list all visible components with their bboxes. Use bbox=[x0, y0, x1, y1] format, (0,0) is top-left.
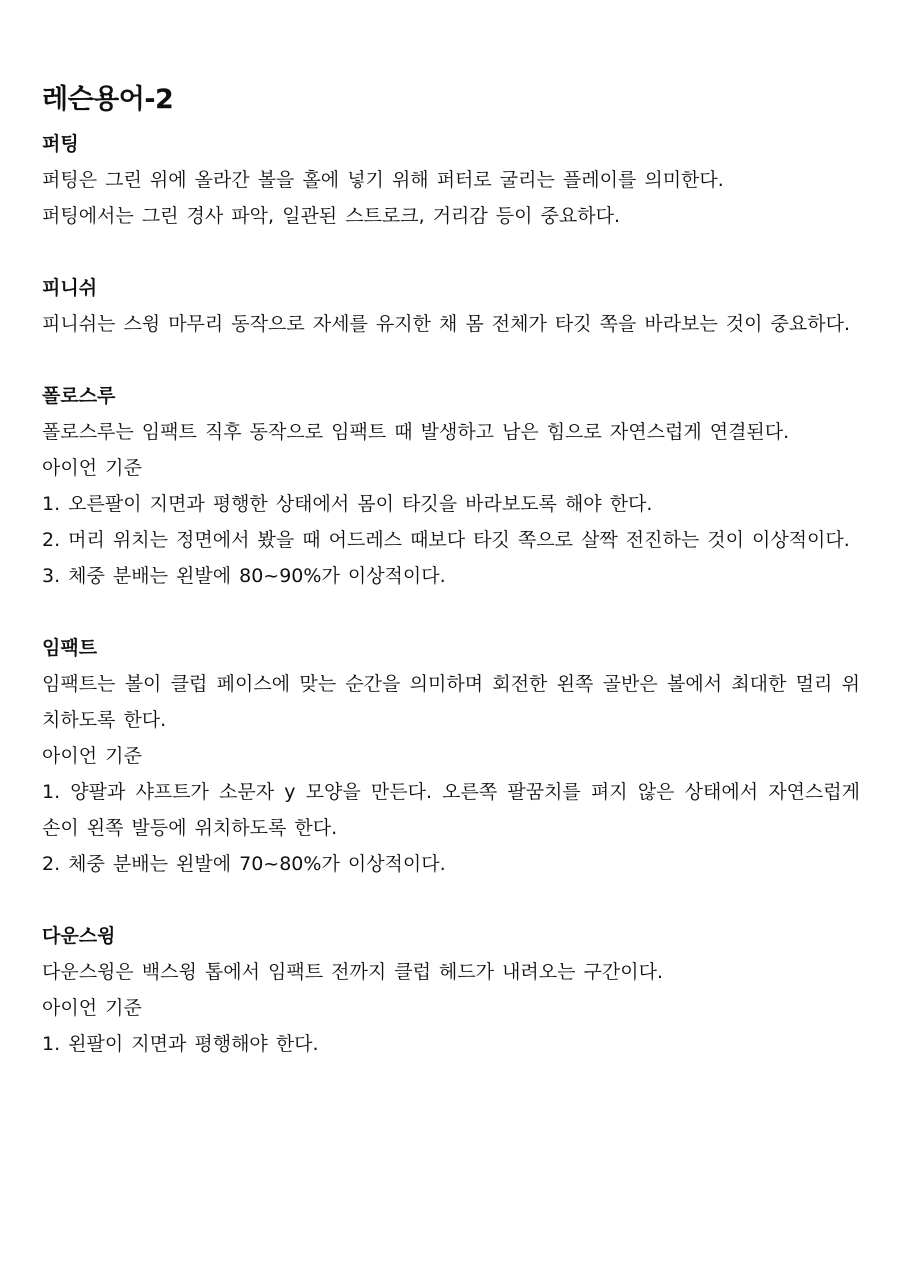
section-finish bbox=[42, 270, 860, 342]
section-heading: 폴로스루 bbox=[42, 385, 116, 407]
paragraph: 1. 오른팔이 지면과 평행한 상태에서 몸이 타깃을 바라보도록 해야 한다. bbox=[42, 493, 653, 515]
section-downswing bbox=[42, 918, 860, 1062]
paragraph: 아이언 기준 bbox=[42, 997, 142, 1019]
section-heading: 피니쉬 bbox=[42, 277, 98, 299]
section-impact bbox=[42, 630, 860, 882]
paragraph: 피니쉬는 스윙 마무리 동작으로 자세를 유지한 채 몸 전체가 타깃 쪽을 바라보는 것이 중요하다. bbox=[42, 313, 851, 335]
section-putting bbox=[42, 126, 860, 234]
section-follow-through bbox=[42, 378, 860, 594]
section-heading: 다운스윙 bbox=[42, 925, 116, 947]
section-heading: 퍼팅 bbox=[42, 133, 79, 155]
paragraph: 2. 머리 위치는 정면에서 봤을 때 어드레스 때보다 타깃 쪽으로 살짝 전진하는 것이 이상적이다. bbox=[42, 529, 850, 551]
section-heading: 임팩트 bbox=[42, 637, 98, 659]
paragraph: 아이언 기준 bbox=[42, 457, 142, 479]
paragraph: 폴로스루는 임팩트 직후 동작으로 임팩트 때 발생하고 남은 힘으로 자연스럽게 연결된다. bbox=[42, 421, 790, 443]
paragraph: 2. 체중 분배는 왼발에 70~80%가 이상적이다. bbox=[42, 853, 446, 875]
paragraph: 1. 왼팔이 지면과 평행해야 한다. bbox=[42, 1033, 319, 1055]
paragraph: 3. 체중 분배는 왼발에 80~90%가 이상적이다. bbox=[42, 565, 446, 587]
paragraph: 임팩트는 볼이 클럽 페이스에 맞는 순간을 의미하며 회전한 왼쪽 골반은 볼에서 최대한 멀리 위치하도록 한다. bbox=[42, 673, 860, 731]
paragraph: 아이언 기준 bbox=[42, 745, 142, 767]
paragraph: 다운스윙은 백스윙 톱에서 임팩트 전까지 클럽 헤드가 내려오는 구간이다. bbox=[42, 961, 663, 983]
document-title: 레슨용어-2 bbox=[42, 84, 174, 115]
paragraph: 1. 양팔과 샤프트가 소문자 y 모양을 만든다. 오른쪽 팔꿈치를 펴지 않은 상태에서 자연스럽게 손이 왼쪽 발등에 위치하도록 한다. bbox=[42, 781, 860, 839]
paragraph: 퍼팅은 그린 위에 올라간 볼을 홀에 넣기 위해 퍼터로 굴리는 플레이를 의미한다. bbox=[42, 169, 724, 191]
paragraph: 퍼팅에서는 그린 경사 파악, 일관된 스트로크, 거리감 등이 중요하다. bbox=[42, 205, 620, 227]
